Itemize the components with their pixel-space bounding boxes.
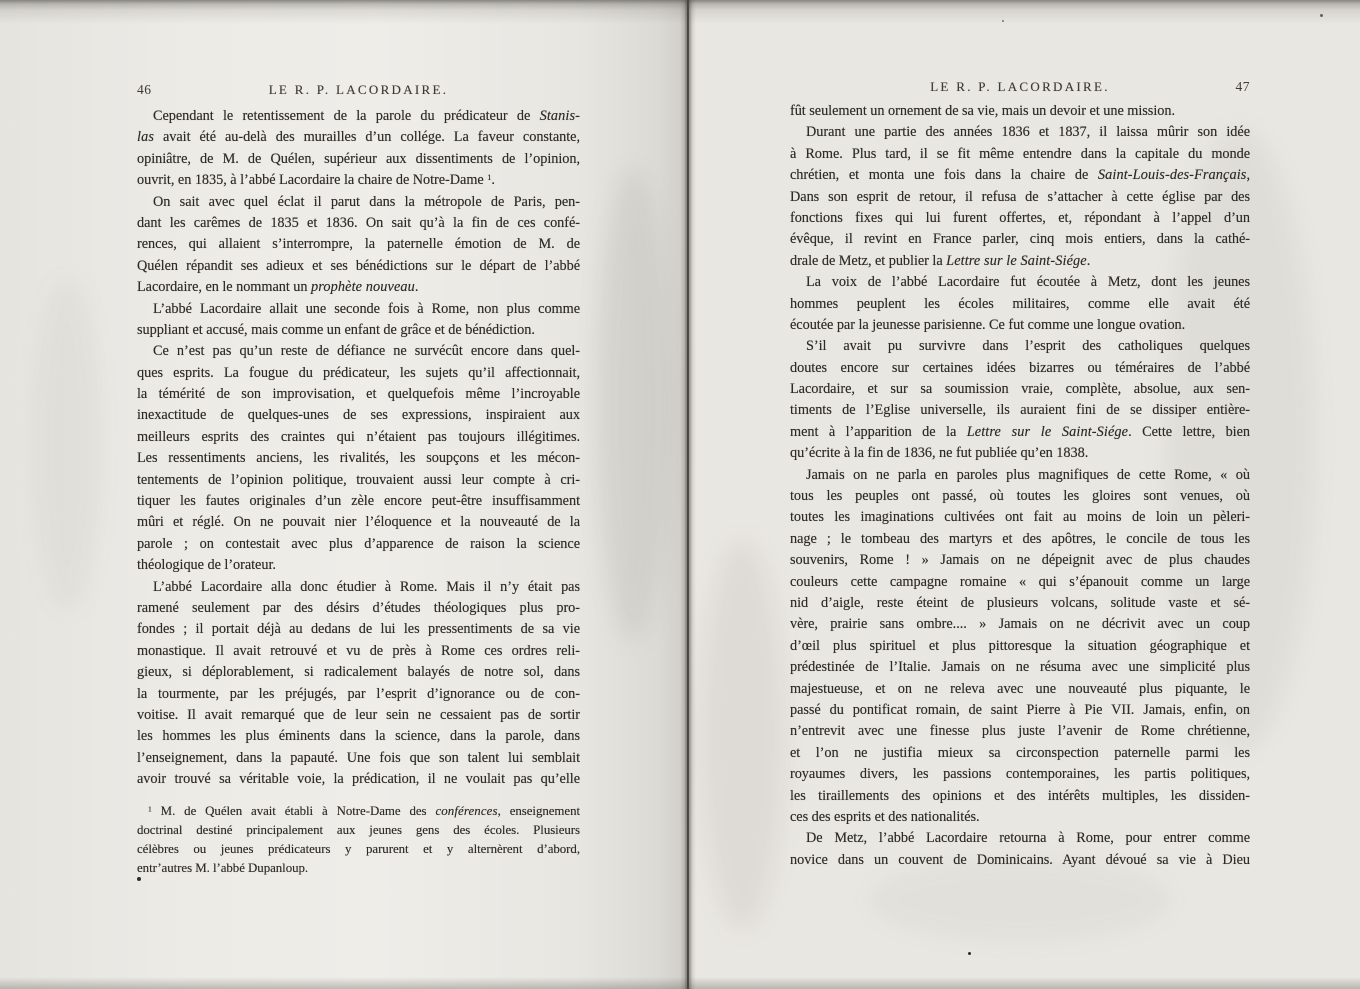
paragraph <box>137 106 580 192</box>
text-line: à Rome. Plus tard, il se fit même entendre dans la capitale du monde <box>790 145 1250 162</box>
paragraph <box>790 336 1250 464</box>
running-title-right: LE R. P. LACORDAIRE. <box>930 79 1110 94</box>
text-line: célèbres ou jeunes prédicateurs y parurent et y alternèrent d’abord, <box>137 841 580 856</box>
page-left-footnote <box>137 802 580 879</box>
text-line: passé du pontificat romain, de saint Pierre à Pie VII. Jamais, enfin, on <box>790 701 1250 718</box>
text-line: L’abbé Lacordaire allait une seconde fois à Rome, non plus comme <box>153 300 580 317</box>
page-right-body <box>790 101 1250 871</box>
text-line: vère, prairie sans ombre.... » Jamais on ne décrivit avec un coup <box>790 616 1250 633</box>
text-line: $^1$ M. de Quélen avait établi à Notre-Dame des conférences, enseignement <box>148 803 580 818</box>
text-line: Dans son esprit de retour, il refusa de s’attacher à cette église par des <box>790 188 1250 205</box>
paragraph <box>790 101 1250 122</box>
text-line: parole ; on contestait avec plus d’apparence de raison la science <box>137 535 580 552</box>
text-line: ramené seulement par des désirs d’études théologiques plus pro- <box>137 599 580 616</box>
text-line: la tourmente, par les préjugés, par l’esprit d’ignorance ou de con- <box>137 685 580 702</box>
binding-gutter <box>680 0 696 989</box>
text-line: hommes peuplent les écoles militaires, comme elle avait été <box>790 295 1250 312</box>
text-line: écoutée par la jeunesse parisienne. Ce fut comme une longue ovation. <box>790 316 1186 333</box>
text-line: gieux, si déplorablement, si radicalement balayés de notre sol, dans <box>137 664 580 681</box>
paragraph <box>790 465 1250 829</box>
text-line: opiniâtre, de M. de Quélen, supérieur aux dissentiments de l’opinion, <box>137 150 580 167</box>
text-line: ces des esprits et des nationalités. <box>790 808 980 825</box>
text-line: toutes les imaginations cultivées ont fait au moins de loin un pèleri- <box>790 509 1250 526</box>
text-line: nid d’aigle, reste éteint de plusieurs volcans, solitude vaste et sé- <box>790 594 1250 611</box>
paragraph <box>137 802 580 879</box>
text-line: drale de Metz, et publier la Lettre sur le Saint-Siége. <box>790 252 1091 269</box>
text-line: dant les carêmes de 1835 et 1836. On sait qu’à la fin de ces confé- <box>137 214 580 231</box>
text-line: Lacordaire, et sur sa soumission vraie, complète, absolue, aux sen- <box>790 381 1250 398</box>
text-line: ques esprits. La fougue du prédicateur, les sujets qu’il affectionnait, <box>137 364 580 381</box>
text-line: l’enseignement, dans la papauté. Une fois que son talent lui semblait <box>137 749 580 766</box>
running-title-left: LE R. P. LACORDAIRE. <box>268 82 449 97</box>
paragraph <box>137 577 580 791</box>
paragraph <box>137 341 580 576</box>
text-line: tentements de l’opinion politique, trouvaient aussi leur compte à cri- <box>137 471 580 488</box>
text-line: et l’on ne justifia mieux sa circonspection paternelle parmi les <box>790 744 1250 761</box>
paragraph <box>137 299 580 342</box>
text-line: nage ; le tombeau des martyrs et des apôtres, le concile de tous les <box>790 530 1250 547</box>
text-line: suppliant et accusé, mais comme un enfant de grâce et de bénédiction. <box>137 321 535 338</box>
text-line: entr’autres M. l’abbé Dupanloup. <box>137 861 309 876</box>
text-line: On sait avec quel éclat il parut dans la métropole de Paris, pen- <box>153 193 580 210</box>
text-line: novice dans un couvent de Dominicains. Ayant dévoué sa vie à Dieu <box>790 851 1250 868</box>
text-line: tous les peuples ont passé, où toutes les gloires sont venues, où <box>790 488 1250 505</box>
text-line: monastique. Il avait retrouvé et vu de près à Rome ces ordres reli- <box>137 642 580 659</box>
text-line: Cependant le retentissement de la parole du prédicateur de Stanis- <box>153 108 580 124</box>
text-line: La voix de l’abbé Lacordaire fut écoutée à Metz, dont les jeunes <box>806 274 1250 291</box>
text-line: fondes ; il portait déjà au dedans de lui les pressentiments de sa vie <box>137 621 580 638</box>
text-line: Quélen répandit ses adieux et ses bénédictions sur le départ de l’abbé <box>137 257 580 274</box>
text-line: Durant une partie des années 1836 et 1837, il laissa mûrir son idée <box>806 124 1250 141</box>
text-line: n’entrevit avec une finesse plus juste l’avenir de Rome chrétienne, <box>790 723 1250 740</box>
text-line: meilleurs esprits des craintes qui n’étaient pas toujours illégitimes. <box>137 428 580 445</box>
text-line: Ce n’est pas qu’un reste de défiance ne survécût encore dans quel- <box>153 343 580 360</box>
text-line: théologique de l’orateur. <box>137 557 276 574</box>
page-number-right: 47 <box>1235 79 1250 94</box>
page-left-column <box>137 106 580 878</box>
text-line: fonctions fixes qui lui furent offertes, et, répondant à l’appel d’un <box>790 209 1250 226</box>
text-line: avoir trouvé sa véritable voie, la prédication, il ne voulait pas qu’elle <box>137 771 580 788</box>
text-line: las avait été au-delà des murailles d’un collége. La faveur constante, <box>137 129 580 146</box>
paragraph <box>137 192 580 299</box>
text-line: ouvrit, en 1835, à l’abbé Lacordaire la chaire de Notre-Dame $^1$. <box>137 172 495 189</box>
text-line: doctrinal destiné principalement aux jeunes gens des écoles. Plusieurs <box>137 822 580 837</box>
text-line: Jamais on ne parla en paroles plus magnifiques de cette Rome, « où <box>806 466 1250 483</box>
text-line: tiquer les fautes originales d’un zèle encore peut-être insuffisamment <box>137 493 580 510</box>
text-line: les hommes les plus éminents dans la science, dans la parole, dans <box>137 728 580 745</box>
text-line: Les ressentiments anciens, les rivalités, les soupçons et les mécon- <box>137 450 580 467</box>
text-line: ment à l’apparition de la Lettre sur le Saint-Siége. Cette lettre, bien <box>790 423 1250 440</box>
text-line: voitise. Il avait remarqué que de leur sein ne cessaient pas de sortir <box>137 706 580 723</box>
text-line: doutes encore sur certaines idées bizarres ou téméraires de l’abbé <box>790 359 1250 376</box>
paragraph <box>790 272 1250 336</box>
running-head-right <box>790 79 1250 95</box>
running-head-left <box>137 82 580 98</box>
text-line: rences, qui allaient s’interrompre, la paternelle émotion de M. de <box>137 236 580 253</box>
text-line: De Metz, l’abbé Lacordaire retourna à Rome, pour entrer comme <box>806 830 1250 847</box>
text-line: souvenirs, Rome ! » Jamais on ne dépeignit avec de plus chaudes <box>790 552 1250 569</box>
paragraph <box>790 122 1250 272</box>
text-line: mûri et réglé. On ne pouvait nier l’éloquence et la nouveauté de la <box>137 514 580 531</box>
text-line: les tiraillements des opinions et des intérêts multiples, les dissiden- <box>790 787 1250 804</box>
text-line: L’abbé Lacordaire alla donc étudier à Rome. Mais il n’y était pas <box>153 578 580 595</box>
text-line: S’il avait pu survivre dans l’esprit des catholiques quelques <box>806 338 1250 355</box>
text-line: la témérité de son improvisation, et quelquefois même l’incroyable <box>137 386 580 403</box>
text-line: royaumes divers, les passions contemporaines, les partis politiques, <box>790 766 1250 783</box>
text-line: couleurs cette campagne romaine « qui s’épanouit comme un large <box>790 573 1250 590</box>
text-line: inexactitude de quelques-unes de ses expressions, inspiraient aux <box>137 407 580 424</box>
text-line: chrétien, et monta une fois dans la chaire de Saint-Louis-des-Français, <box>790 167 1250 184</box>
text-line: majestueuse, et on ne releva avec une nouveauté plus piquante, le <box>790 680 1250 697</box>
text-line: prédestinée de l’Italie. Jamais on ne résuma avec une simplicité plus <box>790 659 1250 676</box>
page-number-left: 46 <box>137 82 152 97</box>
page-left-body <box>137 106 580 791</box>
text-line: fût seulement un ornement de sa vie, mais un devoir et une mission. <box>790 103 1175 119</box>
text-line: Lacordaire, en le nommant un prophète nouveau. <box>137 279 419 296</box>
text-line: d’œil plus spirituel et plus pittoresque la situation géographique et <box>790 637 1250 654</box>
text-line: qu’écrite à la fin de 1836, ne fut publiée qu’en 1838. <box>790 445 1089 462</box>
text-line: évêque, il revint en France parler, cinq mois entiers, dans la cathé- <box>790 231 1250 248</box>
page-right-column <box>790 101 1250 871</box>
paragraph <box>790 828 1250 871</box>
text-line: timents de l’Eglise universelle, ils auraient fini de se dissiper entière- <box>790 402 1250 419</box>
